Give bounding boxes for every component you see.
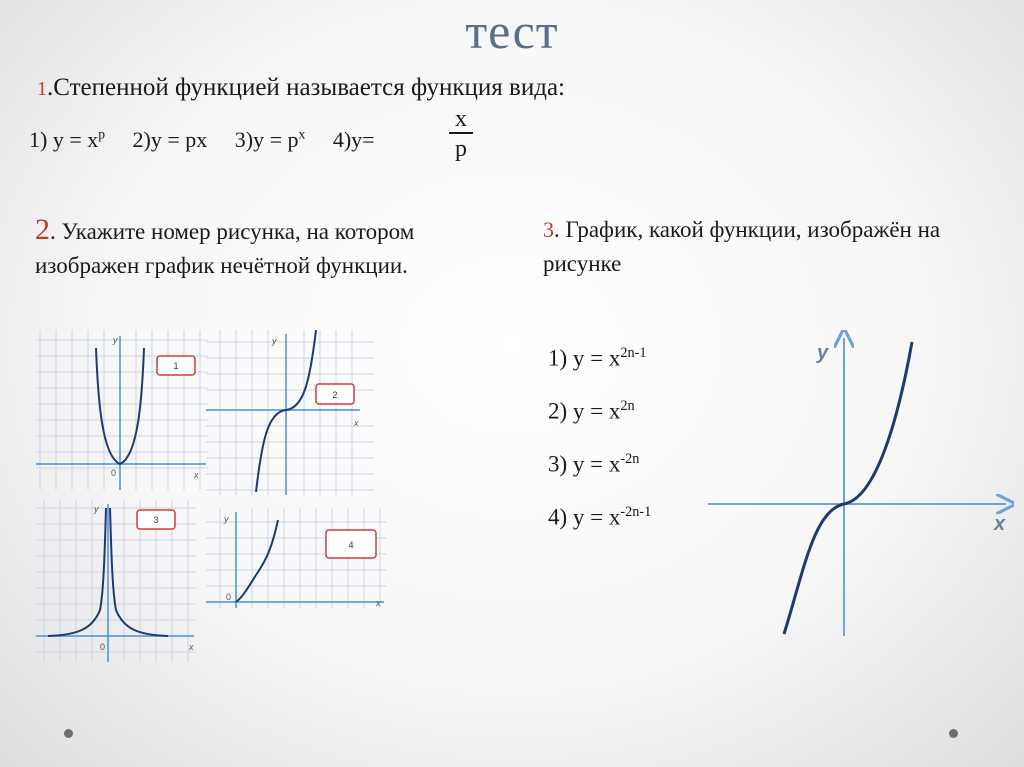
question-3-text: . График, какой функции, изображён на рисунке: [543, 217, 941, 276]
question-2-text: . Укажите номер рисунка, на котором изображен график нечётной функции.: [35, 219, 415, 278]
graph-4-curve: [236, 520, 278, 602]
slide-title: тест: [465, 3, 559, 59]
x-axis-label: x: [194, 470, 199, 480]
q1-option-1[interactable]: 1) $у = х^р$: [29, 127, 106, 153]
fraction-numerator: х: [449, 106, 473, 134]
graph-2-badge-label: 2: [332, 390, 338, 400]
q3-option-4[interactable]: 4) $у = х^{-2n-1}$: [548, 504, 652, 530]
x-axis-label: x: [376, 598, 381, 608]
y-axis-label: y: [272, 336, 277, 346]
graph-2[interactable]: [206, 330, 374, 495]
question-3-number: 3: [543, 217, 554, 242]
q1-option-4[interactable]: 4)у=: [332, 127, 375, 153]
slide-corner-dot-left: [64, 729, 73, 738]
q3-option-1[interactable]: 1) $у = х^{2n-1}$: [548, 345, 647, 371]
graph-4-badge-label: 4: [348, 540, 354, 550]
y-axis-label: y: [113, 335, 118, 345]
q1-option-4-fraction: [449, 106, 473, 164]
fraction-denominator: р: [455, 136, 467, 162]
question-1-text: .Степенной функцией называется функция вида:: [47, 74, 566, 101]
graph-3[interactable]: [36, 500, 196, 662]
slide-corner-dot-right: [949, 729, 958, 738]
graph-3-badge-label: 3: [153, 515, 159, 525]
question-3: [543, 213, 1013, 281]
x-axis-label: x: [189, 642, 194, 652]
y-axis-label: y: [94, 504, 99, 514]
graph-4[interactable]: [206, 508, 386, 608]
question-2: [35, 213, 515, 283]
question-3-graph: [708, 330, 1014, 642]
question-2-number: 2: [35, 213, 50, 246]
curve: [784, 342, 912, 634]
q1-option-3[interactable]: $3)у = р^х$: [234, 127, 306, 153]
origin-label: 0: [226, 592, 232, 602]
question-1-options: [29, 127, 397, 153]
question-1-number: 1: [37, 78, 47, 100]
question-3-options: [548, 345, 651, 557]
x-axis-label: x: [994, 513, 1006, 535]
y-axis-label: y: [224, 514, 229, 524]
graph-1[interactable]: [36, 330, 208, 490]
question-1: [37, 74, 565, 102]
q3-option-2[interactable]: 2) $у = х^{2n}$: [548, 398, 635, 424]
q3-option-3[interactable]: 3) $у = х^{-2n}$: [548, 451, 640, 477]
origin-label: 0: [111, 468, 117, 478]
origin-label: 0: [100, 642, 106, 652]
x-axis-label: x: [354, 418, 359, 428]
q1-option-2[interactable]: 2)у = рх: [132, 127, 208, 153]
graph-1-badge-label: 1: [173, 361, 179, 371]
y-axis-label: y: [817, 342, 829, 364]
